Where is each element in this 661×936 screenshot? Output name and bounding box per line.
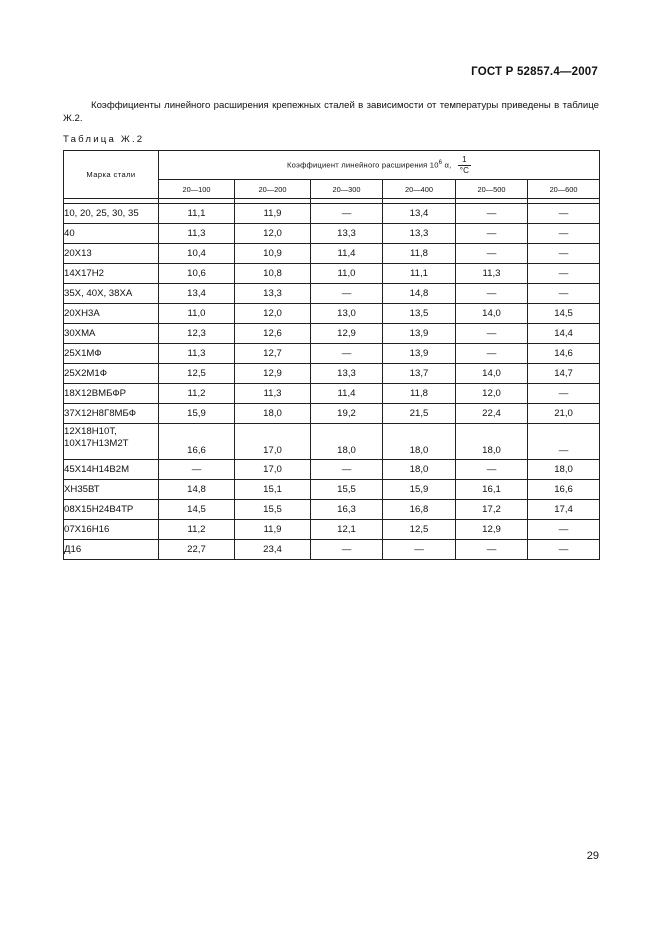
coefficient-value-cell: 11,0	[311, 264, 383, 284]
table-row	[64, 384, 600, 404]
coefficient-value-cell: 10,8	[235, 264, 311, 284]
steel-grade-cell: 18Х12ВМБФР	[64, 384, 159, 404]
coefficient-value-cell: 15,5	[235, 500, 311, 520]
coefficient-value-cell: 13,3	[311, 364, 383, 384]
coefficient-value-cell: —	[528, 264, 600, 284]
page-number: 29	[586, 850, 599, 862]
coefficient-value-cell: 11,0	[159, 304, 235, 324]
table-row	[64, 284, 600, 304]
coefficient-value-cell: —	[311, 344, 383, 364]
table-row	[64, 324, 600, 344]
coefficient-value-cell: 11,3	[456, 264, 528, 284]
table-caption: Таблица Ж.2	[63, 134, 145, 145]
table-row	[64, 344, 600, 364]
table-row	[64, 304, 600, 324]
coefficient-value-cell: 13,4	[159, 284, 235, 304]
coefficient-value-cell: —	[456, 284, 528, 304]
coefficient-value-cell: 19,2	[311, 404, 383, 424]
coefficient-value-cell: —	[456, 460, 528, 480]
table-body	[64, 204, 600, 560]
coefficient-value-cell: 11,9	[235, 520, 311, 540]
coefficient-value-cell: 17,0	[235, 424, 311, 460]
coefficient-value-cell: 18,0	[311, 424, 383, 460]
coefficient-value-cell: 11,2	[159, 520, 235, 540]
steel-grade-cell: 45Х14Н14В2М	[64, 460, 159, 480]
coefficient-value-cell: —	[528, 384, 600, 404]
coefficient-value-cell: 11,4	[311, 244, 383, 264]
coefficient-value-cell: 11,8	[383, 384, 456, 404]
coefficient-value-cell: 11,9	[235, 204, 311, 224]
range-header: 20—100	[159, 180, 235, 199]
coefficient-value-cell: 16,8	[383, 500, 456, 520]
table-row	[64, 244, 600, 264]
coefficient-value-cell: 13,9	[383, 344, 456, 364]
steel-grade-cell: 35Х, 40Х, 38ХА	[64, 284, 159, 304]
coefficient-value-cell: 15,1	[235, 480, 311, 500]
coefficient-value-cell: 17,0	[235, 460, 311, 480]
coefficient-value-cell: 13,9	[383, 324, 456, 344]
coefficient-value-cell: 13,3	[383, 224, 456, 244]
coefficient-value-cell: 12,0	[456, 384, 528, 404]
coefficient-value-cell: 14,5	[159, 500, 235, 520]
steel-grade-cell: 40	[64, 224, 159, 244]
coefficient-value-cell: 18,0	[383, 460, 456, 480]
coefficient-value-cell: 21,0	[528, 404, 600, 424]
coefficient-value-cell: 15,5	[311, 480, 383, 500]
range-header: 20—300	[311, 180, 383, 199]
coefficient-value-cell: —	[159, 460, 235, 480]
coefficient-value-cell: 14,5	[528, 304, 600, 324]
coefficient-value-cell: —	[528, 224, 600, 244]
range-header: 20—500	[456, 180, 528, 199]
coefficient-value-cell: 22,7	[159, 540, 235, 560]
coefficient-value-cell: 10,4	[159, 244, 235, 264]
table-row	[64, 424, 600, 460]
table-row	[64, 204, 600, 224]
coefficient-value-cell: —	[528, 520, 600, 540]
coefficient-value-cell: 12,1	[311, 520, 383, 540]
coefficient-value-cell: 12,6	[235, 324, 311, 344]
coefficient-value-cell: —	[456, 540, 528, 560]
coefficient-value-cell: —	[311, 204, 383, 224]
coefficient-value-cell: 11,3	[159, 224, 235, 244]
coefficient-value-cell: 13,3	[311, 224, 383, 244]
coefficient-value-cell: 18,0	[456, 424, 528, 460]
coefficient-value-cell: 21,5	[383, 404, 456, 424]
expansion-coefficient-table	[63, 150, 600, 560]
steel-grade-cell: Д16	[64, 540, 159, 560]
coefficient-value-cell: 18,0	[528, 460, 600, 480]
coefficient-value-cell: 12,3	[159, 324, 235, 344]
coefficient-value-cell: 12,9	[235, 364, 311, 384]
steel-grade-cell: 37Х12Н8Г8МБФ	[64, 404, 159, 424]
coefficient-value-cell: 14,0	[456, 364, 528, 384]
coefficient-value-cell: 18,0	[235, 404, 311, 424]
coefficient-value-cell: —	[528, 204, 600, 224]
coefficient-value-cell: 23,4	[235, 540, 311, 560]
coefficient-value-cell: —	[528, 244, 600, 264]
coefficient-value-cell: —	[311, 284, 383, 304]
coefficient-value-cell: —	[456, 344, 528, 364]
coefficient-value-cell: 16,6	[159, 424, 235, 460]
coefficient-value-cell: 10,9	[235, 244, 311, 264]
coefficient-value-cell: 11,8	[383, 244, 456, 264]
coefficient-value-cell: 17,4	[528, 500, 600, 520]
table-row	[64, 404, 600, 424]
steel-grade-cell: 30ХМА	[64, 324, 159, 344]
coefficient-value-cell: 11,3	[159, 344, 235, 364]
coefficient-value-cell: —	[383, 540, 456, 560]
coefficient-value-cell: 13,7	[383, 364, 456, 384]
coefficient-value-cell: 14,0	[456, 304, 528, 324]
steel-grade-cell: 07Х16Н16	[64, 520, 159, 540]
coefficient-value-cell: —	[528, 284, 600, 304]
steel-grade-cell: 12Х18Н10Т, 10Х17Н13М2Т	[64, 424, 159, 460]
coefficient-value-cell: 15,9	[159, 404, 235, 424]
steel-grade-cell: 20Х13	[64, 244, 159, 264]
coefficient-value-cell: 16,1	[456, 480, 528, 500]
coefficient-value-cell: 12,0	[235, 224, 311, 244]
coefficient-value-cell: 11,4	[311, 384, 383, 404]
coefficient-value-cell: —	[528, 540, 600, 560]
coefficient-value-cell: 11,3	[235, 384, 311, 404]
coefficient-value-cell: 13,3	[235, 284, 311, 304]
coefficient-value-cell: —	[456, 204, 528, 224]
table-row	[64, 264, 600, 284]
table-row	[64, 460, 600, 480]
coefficient-value-cell: 13,0	[311, 304, 383, 324]
coefficient-value-cell: 14,6	[528, 344, 600, 364]
coefficient-value-cell: —	[311, 460, 383, 480]
coefficient-value-cell: 12,5	[383, 520, 456, 540]
coefficient-value-cell: 14,7	[528, 364, 600, 384]
coefficient-value-cell: 13,4	[383, 204, 456, 224]
grade-column-header: Марка стали	[64, 151, 159, 199]
coefficient-value-cell: 14,8	[159, 480, 235, 500]
coefficient-value-cell: —	[456, 224, 528, 244]
coefficient-value-cell: 12,5	[159, 364, 235, 384]
coefficient-value-cell: 15,9	[383, 480, 456, 500]
range-header: 20—600	[528, 180, 600, 199]
range-header: 20—400	[383, 180, 456, 199]
steel-grade-cell: ХН35ВТ	[64, 480, 159, 500]
steel-grade-cell: 10, 20, 25, 30, 35	[64, 204, 159, 224]
steel-grade-cell: 14Х17Н2	[64, 264, 159, 284]
coefficient-value-cell: —	[456, 244, 528, 264]
coefficient-value-cell: 14,4	[528, 324, 600, 344]
unit-fraction: $\frac{1}{^\circ С}$	[459, 154, 470, 175]
coefficient-value-cell: 18,0	[383, 424, 456, 460]
table-row	[64, 364, 600, 384]
coefficient-value-cell: 14,8	[383, 284, 456, 304]
steel-grade-cell: 08Х15Н24В4ТР	[64, 500, 159, 520]
intro-paragraph: Коэффициенты линейного расширения крепежных сталей в зависимости от температуры приведены в таблице Ж.2.	[63, 100, 599, 124]
table-row	[64, 480, 600, 500]
steel-grade-cell: 25Х1МФ	[64, 344, 159, 364]
coefficient-value-cell: 16,3	[311, 500, 383, 520]
table-row	[64, 500, 600, 520]
coefficient-value-cell: 10,6	[159, 264, 235, 284]
coefficient-value-cell: —	[456, 324, 528, 344]
coefficient-value-cell: 12,7	[235, 344, 311, 364]
coefficient-value-cell: 11,2	[159, 384, 235, 404]
document-code: ГОСТ Р 52857.4—2007	[471, 66, 598, 78]
coefficient-value-cell: —	[528, 424, 600, 460]
coefficient-value-cell: 13,5	[383, 304, 456, 324]
coefficient-value-cell: 12,9	[311, 324, 383, 344]
coefficient-value-cell: —	[311, 540, 383, 560]
range-header: 20—200	[235, 180, 311, 199]
coefficient-value-cell: 16,6	[528, 480, 600, 500]
table-row	[64, 224, 600, 244]
coefficient-value-cell: 22,4	[456, 404, 528, 424]
table-row	[64, 520, 600, 540]
steel-grade-cell: 20ХН3А	[64, 304, 159, 324]
steel-grade-cell: 25Х2М1Ф	[64, 364, 159, 384]
table-row	[64, 540, 600, 560]
coefficient-value-cell: 11,1	[383, 264, 456, 284]
coefficient-value-cell: 12,0	[235, 304, 311, 324]
coefficient-value-cell: 11,1	[159, 204, 235, 224]
coefficient-value-cell: 17,2	[456, 500, 528, 520]
coefficient-header: Коэффициент линейного расширения $10^6$ α, $\frac{1}{^\circ С}$	[159, 151, 600, 180]
coefficient-value-cell: 12,9	[456, 520, 528, 540]
